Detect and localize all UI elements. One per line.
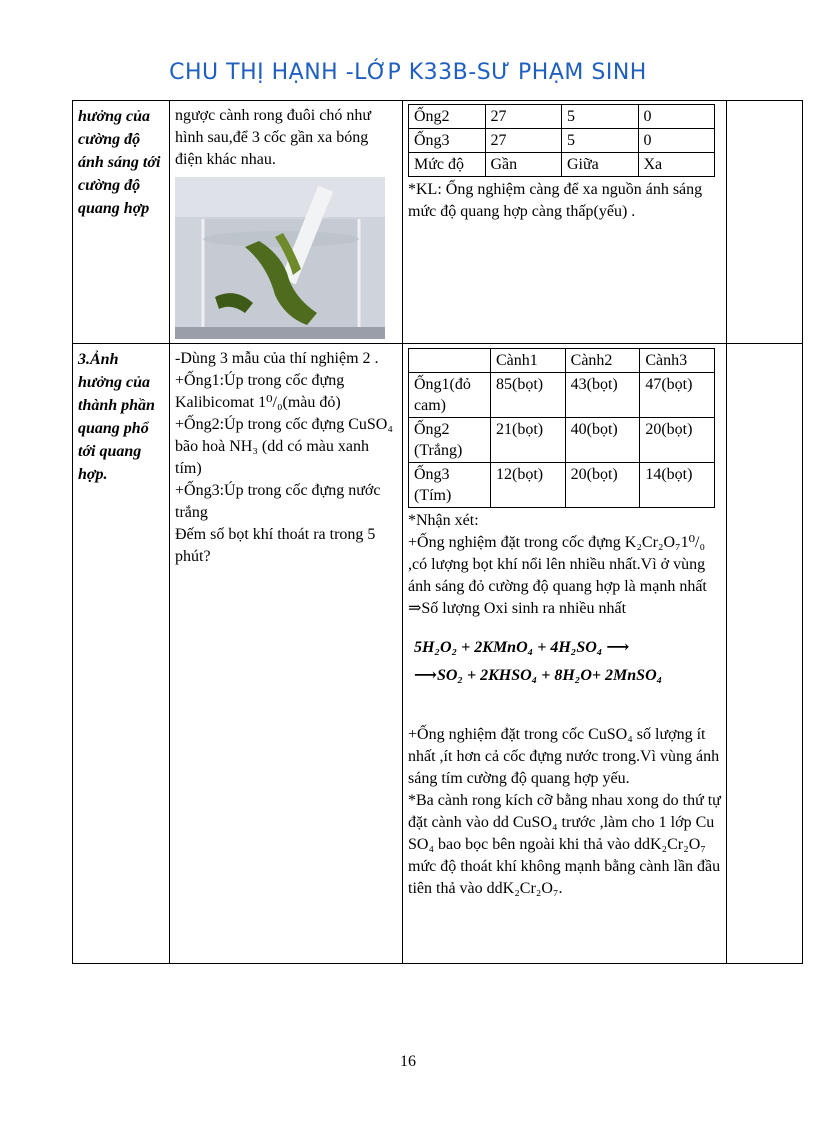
table-cell: 5	[562, 105, 639, 129]
result-table	[408, 348, 715, 508]
topic-cell	[73, 101, 170, 344]
table-cell: 14(bọt)	[640, 463, 715, 508]
method-cell	[170, 101, 403, 344]
method-text: ngược cành rong đuôi chó như hình sau,để 3 cốc gần xa bóng điện khác nhau.	[175, 107, 371, 168]
chemical-equation	[414, 634, 721, 690]
method-text: +Ống2:Úp trong cốc đựng CuSO₄ bão hoà NH₃ (dd có màu xanh tím)	[175, 416, 393, 477]
remark-title: *Nhận xét:	[408, 512, 479, 529]
table-cell: 5	[562, 129, 639, 153]
table-cell: 27	[485, 129, 562, 153]
table-cell: Ống2 (Trắng)	[409, 418, 491, 463]
table-cell: Ống2	[409, 105, 486, 129]
remark-text: *Ba cành rong kích cỡ bằng nhau xong do thứ tự đặt cành vào dd CuSO₄ trước ,làm cho 1 lớp Cu SO₄ bao bọc bên ngoài khi thả vào ddK₂Cr₂O₇ mức độ thoát khí không mạnh bằng cành lần đầu tiên thả vào ddK₂Cr₂O₇.	[408, 792, 721, 897]
table-row	[409, 373, 715, 418]
table-cell: 21(bọt)	[491, 418, 566, 463]
empty-cell	[727, 101, 803, 344]
method-text: +Ống3:Úp trong cốc đựng nước trắng	[175, 482, 381, 521]
table-cell: Mức độ	[409, 153, 486, 177]
table-row	[409, 418, 715, 463]
table-cell: 20(bọt)	[565, 463, 640, 508]
equation-line: 5H₂O₂ + 2KMnO₄ + 4H₂SO₄ ⟶	[414, 639, 630, 656]
experiment-table	[72, 100, 803, 964]
table-cell: 47(bọt)	[640, 373, 715, 418]
table-cell: 40(bọt)	[565, 418, 640, 463]
table-row	[409, 129, 715, 153]
table-cell: Ống1(đỏ cam)	[409, 373, 491, 418]
table-header-row	[409, 349, 715, 373]
table-header-cell: Cành3	[640, 349, 715, 373]
table-cell: 43(bọt)	[565, 373, 640, 418]
table-cell: Giữa	[562, 153, 639, 177]
table-cell: Gần	[485, 153, 562, 177]
table-cell: 27	[485, 105, 562, 129]
table-cell: Ống3	[409, 129, 486, 153]
table-row	[409, 153, 715, 177]
table-header-cell: Cành2	[565, 349, 640, 373]
table-row	[409, 463, 715, 508]
experiment-photo	[175, 177, 385, 339]
remark-text: +Ống nghiệm đặt trong cốc đựng K₂Cr₂O₇1⁰/₀ ,có lượng bọt khí nổi lên nhiều nhất.Vì ở vùng ánh sáng đỏ cường độ quang hợp là mạnh nhất ⇒Số lượng Oxi sinh ra nhiều nhất	[408, 534, 707, 617]
page-header: CHU THỊ HẠNH -LỚP K33B-SƯ PHẠM SINH	[169, 60, 647, 85]
table-cell: Xa	[638, 153, 715, 177]
table-row	[409, 105, 715, 129]
table-cell: Ống3 (Tím)	[409, 463, 491, 508]
table-cell: 20(bọt)	[640, 418, 715, 463]
table-cell: 0	[638, 105, 715, 129]
result-cell	[403, 101, 727, 344]
table-header-cell	[409, 349, 491, 373]
page-number: 16	[400, 1053, 416, 1070]
method-cell	[170, 344, 403, 964]
empty-cell	[727, 344, 803, 964]
topic-text: 3.Ảnh hưởng của thành phần quang phổ tới quang hợp.	[78, 351, 155, 483]
topic-cell	[73, 344, 170, 964]
table-cell: 0	[638, 129, 715, 153]
table-header-cell: Cành1	[491, 349, 566, 373]
topic-text: hưởng của cường độ ánh sáng tới cường độ quang hợp	[78, 108, 161, 217]
table-cell: 12(bọt)	[491, 463, 566, 508]
method-text: +Ống1:Úp trong cốc đựng Kalibicomat 1⁰/₀(màu đỏ)	[175, 372, 345, 411]
conclusion-text: *KL: Ống nghiệm càng để xa nguồn ánh sáng mức độ quang hợp càng thấp(yếu) .	[408, 181, 703, 220]
result-table	[408, 104, 715, 177]
table-row	[73, 344, 803, 964]
result-cell	[403, 344, 727, 964]
table-row	[73, 101, 803, 344]
table-cell: 85(bọt)	[491, 373, 566, 418]
beaker-image	[175, 177, 385, 339]
remark-text: +Ống nghiệm đặt trong cốc CuSO₄ số lượng ít nhất ,ít hơn cả cốc đựng nước trong.Vì vùng ánh sáng tím cường độ quang hợp yếu.	[408, 726, 720, 787]
method-text: -Dùng 3 mẫu của thí nghiệm 2 .	[175, 350, 379, 367]
equation-line: ⟶SO₂ + 2KHSO₄ + 8H₂O+ 2MnSO₄	[414, 667, 663, 684]
method-text: Đếm số bọt khí thoát ra trong 5 phút?	[175, 526, 376, 565]
